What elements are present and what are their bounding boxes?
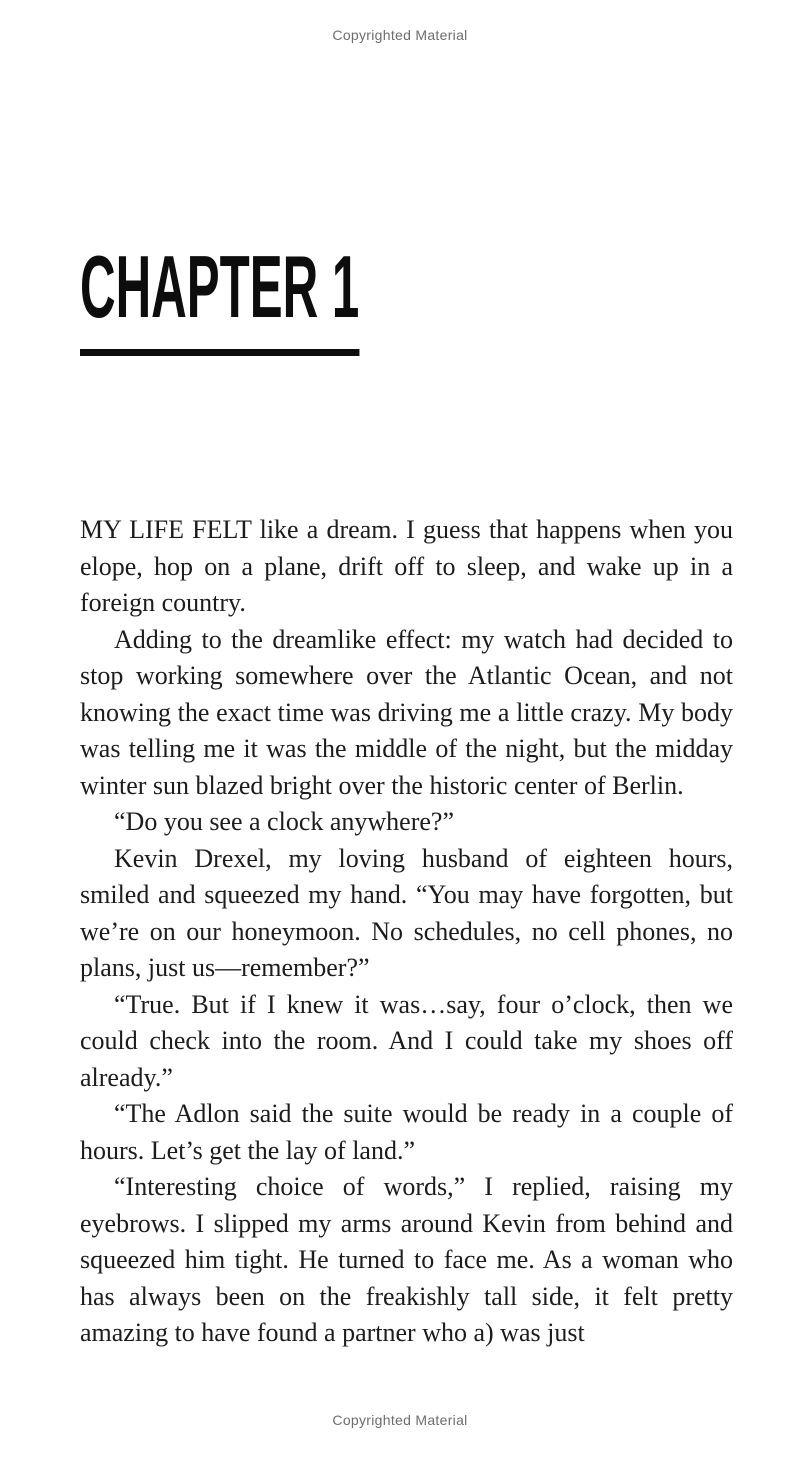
body-text (80, 512, 733, 1352)
paragraph: “Do you see a clock anywhere?” (114, 807, 454, 836)
paragraph: “Interesting choice of words,” I replied, raising my eyebrows. I slipped my arms around Kevin from behind and squeezed him tight. He turned to face me. As a woman who has always been on the freakishly tall side, it felt pretty amazing to have found a partner who a) was just (80, 1172, 733, 1347)
chapter-heading (80, 237, 579, 356)
paragraph: MY LIFE FELT like a dream. I guess that happens when you elope, hop on a plane, drift off to sleep, and wake up in a foreign country. (80, 515, 733, 617)
paragraph: “The Adlon said the suite would be ready in a couple of hours. Let’s get the lay of land.” (80, 1099, 733, 1165)
chapter-title: CHAPTER 1 (80, 243, 359, 356)
copyright-notice-top: Copyrighted Material (332, 27, 468, 43)
paragraph: Adding to the dreamlike effect: my watch had decided to stop working somewhere over the Atlantic Ocean, and not knowing the exact time was driving me a little crazy. My body was telling me it was the middle of the night, but the midday winter sun blazed bright over the historic center of Berlin. (80, 624, 733, 800)
paragraph: “True. But if I knew it was…say, four o’clock, then we could check into the room. And I could take my shoes off already.” (80, 989, 733, 1092)
copyright-notice-bottom: Copyrighted Material (332, 1412, 468, 1428)
paragraph: Kevin Drexel, my loving husband of eighteen hours, smiled and squeezed my hand. “You may have forgotten, but we’re on our honeymoon. No schedules, no cell phones, no plans, just us—remember?” (80, 843, 733, 982)
